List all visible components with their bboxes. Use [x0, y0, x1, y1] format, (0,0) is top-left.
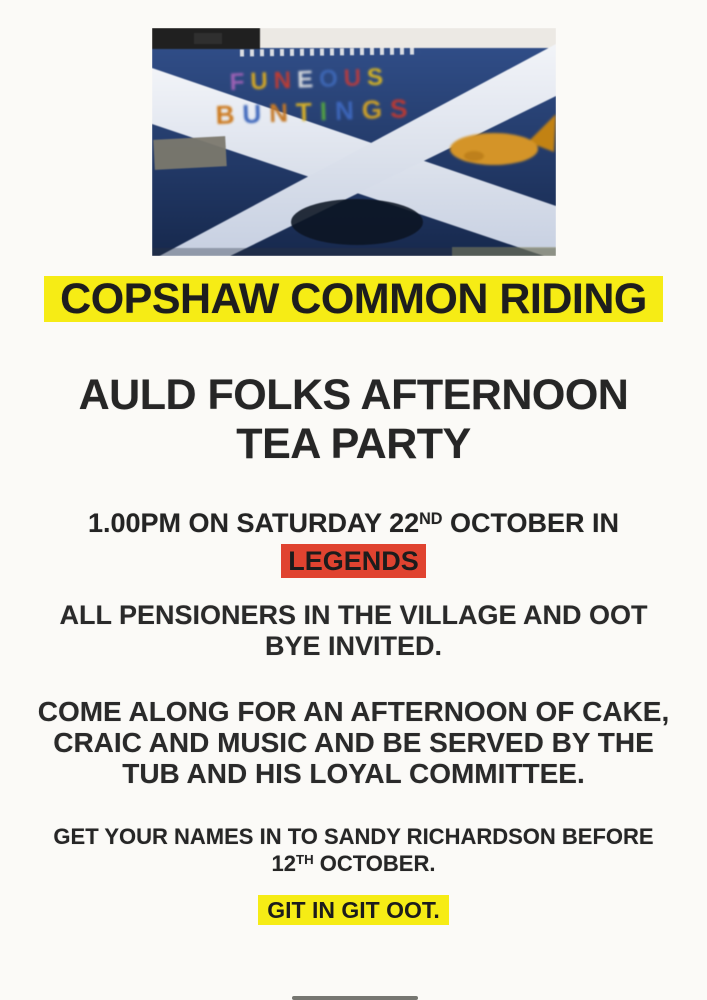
bunting-letter: F	[229, 68, 251, 96]
photo-bottom-noise	[452, 247, 556, 256]
saltire-flag-photo	[152, 28, 556, 256]
rsvp-day: 12	[271, 851, 297, 876]
bunting-letter: B	[215, 99, 243, 130]
saltire-flag-graphic	[152, 28, 556, 256]
invite-line-2: BYE INVITED.	[264, 631, 443, 661]
details-line-3: TUB AND HIS LOYAL COMMITTEE.	[122, 758, 585, 789]
bunting-letter: O	[318, 65, 345, 93]
title-banner	[44, 276, 663, 322]
title-text: COPSHAW COMMON RIDING	[60, 274, 647, 323]
rsvp-line-1: GET YOUR NAMES IN TO SANDY RICHARDSON BEFORE	[53, 824, 654, 849]
bunting-letter: I	[319, 95, 336, 127]
bunting-letter: N	[273, 66, 298, 95]
svg-text:FUNEOUS	[229, 63, 389, 96]
rsvp-suffix: OCTOBER.	[313, 851, 436, 876]
bunting-letter: E	[296, 65, 320, 94]
heading-line-2: TEA PARTY	[236, 420, 471, 468]
details-paragraph	[0, 696, 707, 789]
when-suffix: OCTOBER IN	[442, 508, 620, 538]
bunting-letter: G	[361, 93, 391, 125]
bunting-letter: S	[366, 63, 390, 92]
details-line-2: CRAIC AND MUSIC AND BE SERVED BY THE	[53, 727, 654, 758]
heading-line-1: AULD FOLKS AFTERNOON	[78, 371, 629, 419]
shadow-blob	[291, 199, 423, 245]
bunting-letter: N	[334, 94, 363, 126]
when-prefix: 1.00PM ON SATURDAY 22	[87, 508, 420, 538]
footer-line	[0, 895, 707, 925]
bunting-letter: T	[295, 96, 321, 128]
when-ordinal: ND	[419, 509, 443, 528]
rsvp-ordinal: TH	[296, 852, 314, 868]
tape-strip	[153, 136, 226, 170]
scan-artifact	[292, 996, 418, 1000]
when-line	[0, 506, 707, 544]
black-bar-detail	[194, 33, 222, 44]
invite-line-1: ALL PENSIONERS IN THE VILLAGE AND OOT	[59, 600, 648, 630]
venue-badge: LEGENDS	[281, 544, 426, 578]
footer-badge: GIT IN GIT OOT.	[258, 895, 449, 925]
bunting-letter: U	[343, 64, 368, 93]
rsvp-line-2	[0, 850, 707, 880]
rsvp-paragraph	[0, 823, 707, 880]
bunting-letter: N	[268, 97, 297, 129]
invite-paragraph	[0, 600, 707, 662]
bunting-letter: U	[241, 98, 270, 130]
venue-line	[0, 544, 707, 578]
bunting-letter: S	[389, 93, 416, 124]
main-heading	[0, 371, 707, 469]
bunting-letter: U	[249, 67, 275, 96]
details-line-1: COME ALONG FOR AN AFTERNOON OF CAKE,	[37, 696, 670, 727]
